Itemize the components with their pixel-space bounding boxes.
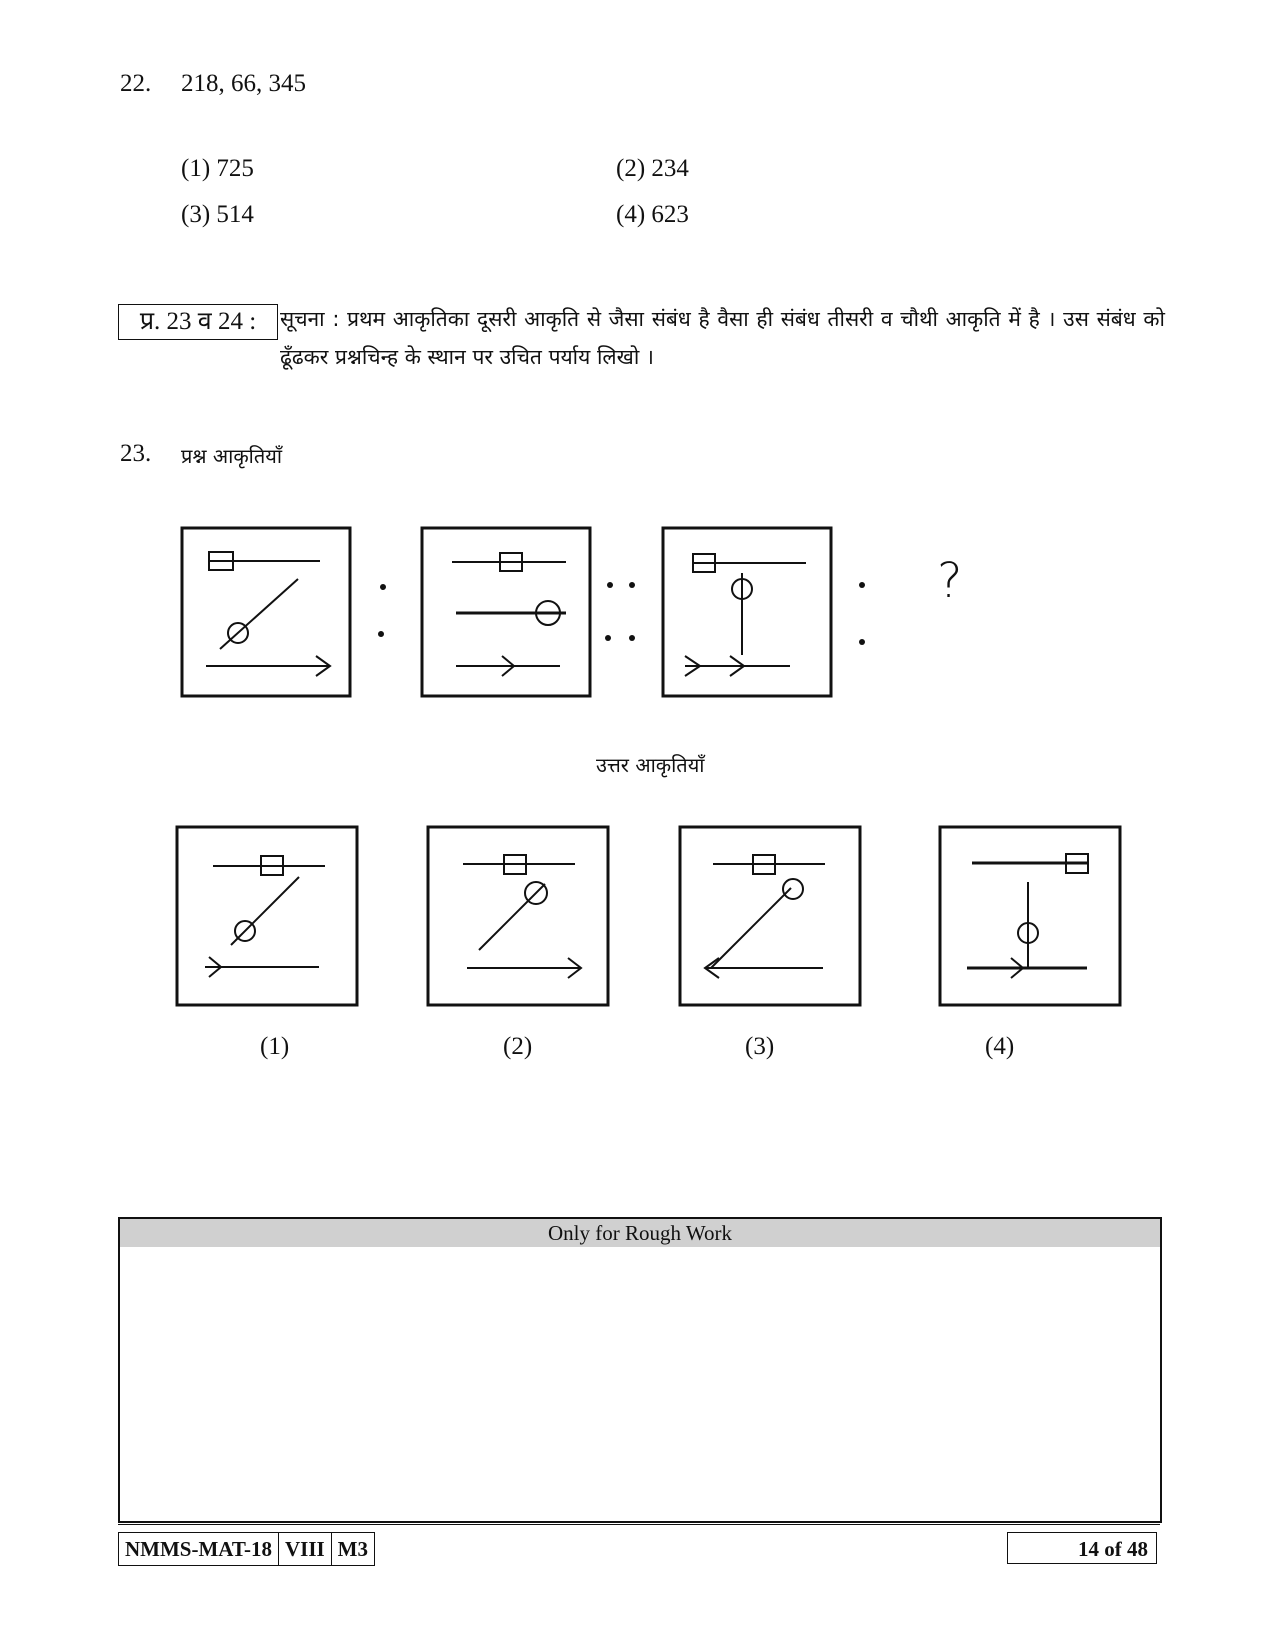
answer-figures-heading: उत्तर आकृतियाँ — [596, 753, 705, 777]
answer-label-4: (4) — [985, 1033, 1015, 1060]
answer-figure-4 — [940, 827, 1120, 1005]
ratio-double-colon — [605, 582, 635, 641]
footer-paper-info — [118, 1532, 375, 1566]
question-figure-2 — [422, 528, 590, 696]
option-value: 514 — [216, 201, 254, 228]
option-label: (2) — [616, 155, 646, 182]
option-2 — [616, 155, 689, 183]
footer-page-number: 14 of 48 — [1007, 1532, 1157, 1564]
question-figure-1 — [182, 528, 350, 696]
option-3 — [181, 201, 254, 229]
question-figure-3 — [663, 528, 831, 696]
answer-label-1: (1) — [260, 1033, 290, 1060]
footer-paper-code: NMMS-MAT-18 — [119, 1533, 279, 1565]
rough-work-title: Only for Rough Work — [120, 1219, 1160, 1247]
ratio-colon-2 — [859, 582, 865, 645]
option-label: (3) — [181, 201, 211, 228]
option-1 — [181, 155, 254, 183]
footer-class: VIII — [279, 1533, 332, 1565]
option-label: (4) — [616, 201, 646, 228]
rough-work-box — [118, 1217, 1162, 1523]
question-22-number: 22. — [120, 70, 152, 97]
instruction-text: सूचना : प्रथम आकृतिका दूसरी आकृति से जैसा संबंध है वैसा ही संबंध तीसरी व चौथी आकृति में है । उस संबंध को ढूँढकर प्रश्नचिन्ह के स्थान पर उचित पर्याय लिखो । — [280, 307, 1165, 369]
option-label: (1) — [181, 155, 211, 182]
answer-label-3: (3) — [745, 1033, 775, 1060]
answer-figure-1 — [177, 827, 357, 1005]
question-22-terms: 218, 66, 345 — [181, 70, 306, 97]
footer-divider — [118, 1524, 1160, 1525]
question-figures — [180, 525, 990, 705]
question-mark-figure: ? — [937, 553, 963, 609]
answer-label-2: (2) — [503, 1033, 533, 1060]
question-figures-heading: प्रश्न आकृतियाँ — [181, 444, 283, 468]
footer-set: M3 — [337, 1537, 368, 1561]
question-23-number: 23. — [120, 440, 152, 467]
answer-figure-3 — [680, 827, 860, 1005]
option-value: 234 — [651, 155, 689, 182]
ratio-colon-1 — [378, 584, 386, 637]
answer-figure-2 — [428, 827, 608, 1005]
option-4 — [616, 201, 689, 229]
answer-figures — [175, 825, 1135, 1010]
option-value: 725 — [216, 155, 254, 182]
option-value: 623 — [651, 201, 689, 228]
instruction-label-box: प्र. 23 व 24 : — [118, 304, 278, 340]
